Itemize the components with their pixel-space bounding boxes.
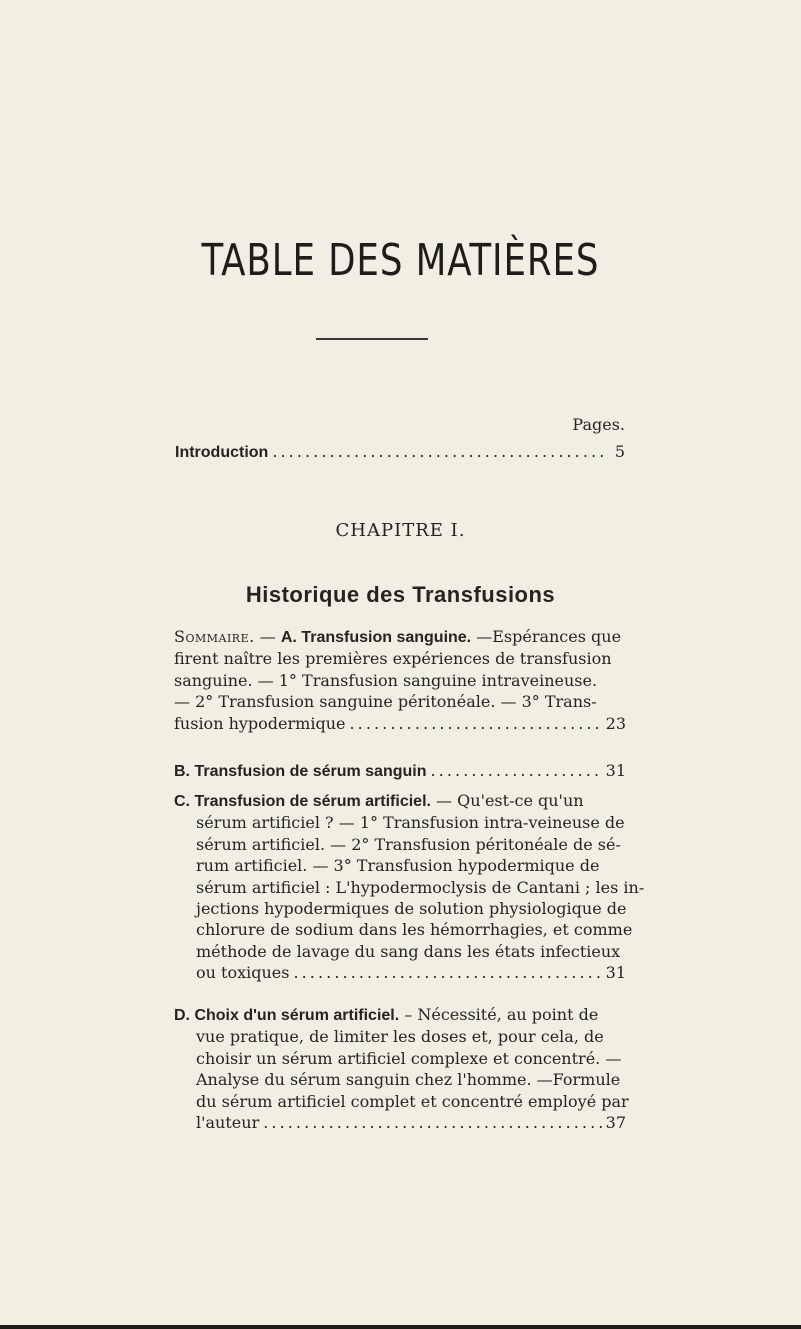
text-line: vue pratique, de limiter les doses et, pour cela, de — [196, 1027, 604, 1047]
text-line: chlorure de sodium dans les hémorrhagies, et comme — [196, 920, 633, 940]
toc-page-number: 5 — [614, 442, 625, 461]
section-c-heading: C. Transfusion de sérum artificiel. — [174, 793, 431, 810]
section-d-heading: D. Choix d'un sérum artificiel. — [174, 1007, 400, 1024]
text-line: – Nécessité, au point de — [399, 1005, 599, 1024]
title-rule — [316, 338, 428, 340]
text-line: sérum artificiel ? — 1° Transfusion intra-veineuse de — [196, 813, 625, 833]
text-line: — Qu'est-ce qu'un — [430, 791, 584, 810]
section-a-heading: A. Transfusion sanguine. — [280, 629, 472, 646]
text-line: sérum artificiel : L'hypodermoclysis de Cantani ; les in- — [196, 877, 645, 897]
leader-dots — [349, 713, 601, 734]
text-line: —Espérances que — [471, 627, 622, 646]
toc-entry-section-a[interactable] — [174, 626, 626, 734]
text-line: firent naître les premières expériences de transfusion — [174, 649, 612, 669]
text-line: jections hypodermiques de solution physiologique de — [196, 899, 627, 919]
text-line: sanguine. — 1° Transfusion sanguine intraveineuse. — [174, 670, 598, 690]
text-line: sérum artificiel. — 2° Transfusion péritonéale de sé- — [196, 834, 621, 854]
chapter-heading: CHAPITRE I. — [335, 520, 466, 541]
sommaire-label: Sommaire. — [174, 627, 255, 646]
text-line: — 2° Transfusion sanguine péritonéale. — 3° Trans- — [174, 692, 597, 712]
text-line: rum artificiel. — 3° Transfusion hypodermique de — [196, 856, 600, 876]
text-line: choisir un sérum artificiel complexe et concentré. — — [196, 1048, 622, 1068]
scan-edge — [0, 1325, 801, 1329]
leader-dots — [431, 760, 602, 781]
pages-column-label: Pages. — [572, 415, 625, 434]
toc-entry-section-d[interactable] — [174, 1004, 629, 1133]
toc-page-number: 23 — [605, 713, 626, 733]
chapter-title: Historique des Transfusions — [245, 582, 556, 607]
leader-dots — [293, 962, 601, 983]
text-line: Analyse du sérum sanguin chez l'homme. —Formule — [196, 1070, 621, 1090]
text-line: fusion hypodermique — [174, 713, 346, 733]
toc-page-number: 31 — [605, 963, 626, 983]
toc-entry-introduction[interactable] — [175, 441, 625, 463]
section-b-heading: B. Transfusion de sérum sanguin — [174, 763, 427, 780]
text-line: ou toxiques — [196, 963, 290, 983]
toc-entry-label: Introduction — [175, 444, 269, 461]
page-title: TABLE DES MATIÈRES — [201, 235, 600, 286]
toc-entry-section-c[interactable] — [174, 790, 645, 984]
toc-entry-section-b[interactable] — [174, 760, 626, 782]
text-line: l'auteur — [196, 1113, 260, 1133]
toc-page-number: 37 — [605, 1113, 626, 1133]
toc-page-number: 31 — [605, 761, 626, 780]
text-line: du sérum artificiel complet et concentré employé par — [196, 1091, 629, 1111]
leader-dots — [272, 441, 605, 462]
dash: — — [254, 627, 281, 646]
leader-dots — [263, 1112, 601, 1133]
text-line: méthode de lavage du sang dans les états infectieux — [196, 941, 621, 961]
